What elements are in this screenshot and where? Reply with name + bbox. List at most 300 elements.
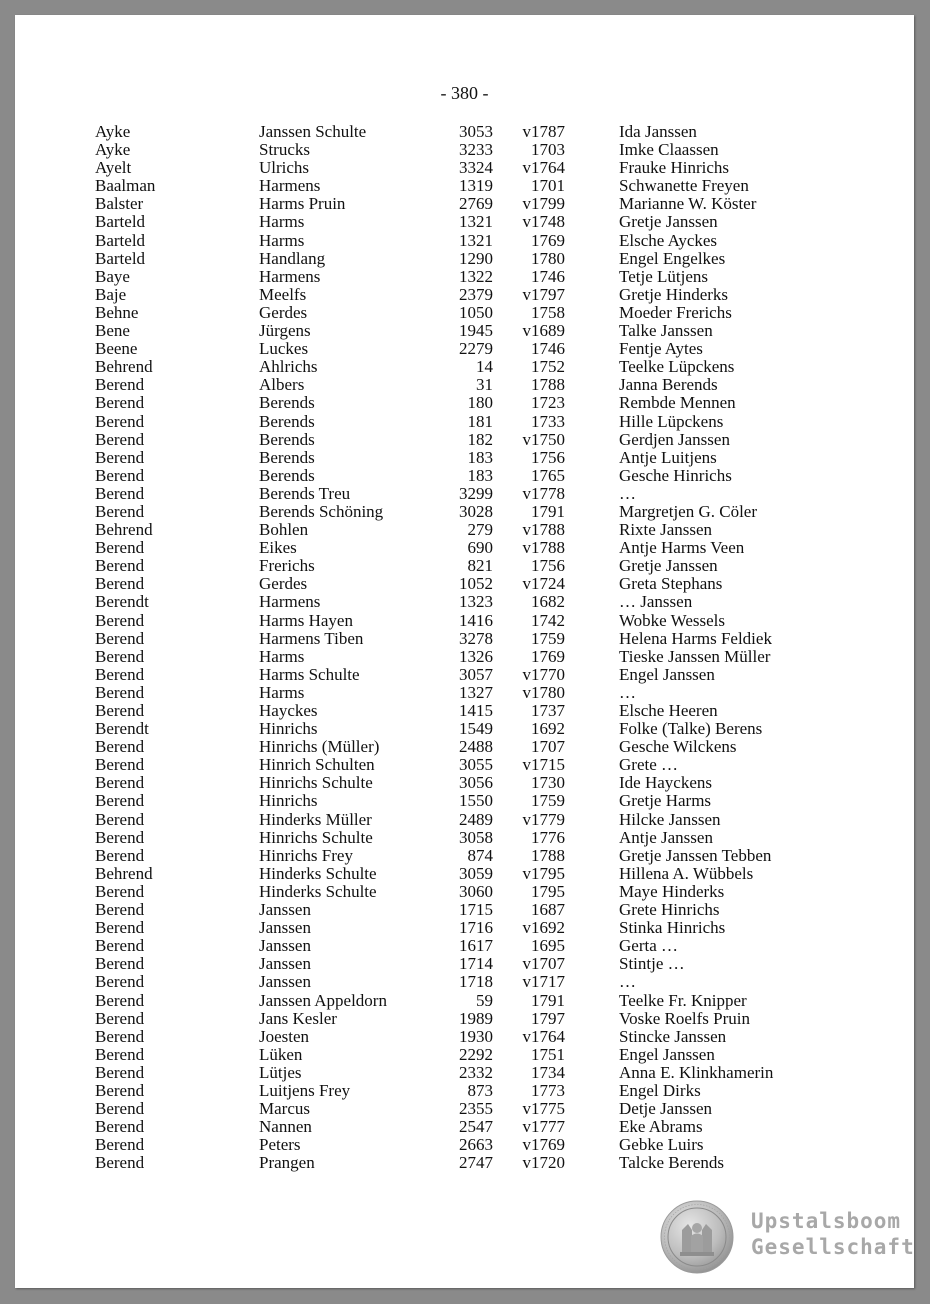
surname: Luckes xyxy=(259,339,309,359)
table-row xyxy=(15,593,914,611)
surname: Harms xyxy=(259,212,305,232)
spouse-name: Moeder Frerichs xyxy=(619,302,732,322)
year: 1769 xyxy=(531,230,565,250)
spouse-name: Marianne W. Köster xyxy=(619,194,757,214)
surname: Ahlrichs xyxy=(259,357,318,377)
entry-number: 821 xyxy=(467,556,493,576)
given-name: Berend xyxy=(95,881,145,901)
entry-number: 279 xyxy=(467,520,493,540)
spouse-name: Gretje Janssen Tebben xyxy=(619,845,772,865)
table-row xyxy=(15,250,914,268)
spouse-name: Engel Janssen xyxy=(619,664,715,684)
year: 1780 xyxy=(531,248,565,268)
year: v1779 xyxy=(522,809,565,829)
spouse-name: Gretje Hinderks xyxy=(619,284,729,304)
entry-number: 1321 xyxy=(459,212,493,232)
given-name: Berend xyxy=(95,1153,145,1173)
table-row xyxy=(15,1028,914,1046)
table-row xyxy=(15,919,914,937)
surname: Hinrichs (Müller) xyxy=(259,737,380,757)
year: 1788 xyxy=(531,375,565,395)
society-name-line1: Upstalsboom xyxy=(751,1209,902,1233)
year: 1752 xyxy=(531,357,565,377)
year: 1797 xyxy=(531,1008,565,1028)
year: v1788 xyxy=(522,538,565,558)
given-name: Behne xyxy=(95,302,139,322)
year: 1759 xyxy=(531,791,565,811)
year: 1746 xyxy=(531,339,565,359)
year: 1769 xyxy=(531,646,565,666)
surname: Joesten xyxy=(259,1026,310,1046)
year: v1707 xyxy=(522,954,565,974)
year: 1692 xyxy=(531,719,565,739)
given-name: Behrend xyxy=(95,357,153,377)
year: 1756 xyxy=(531,556,565,576)
given-name: Barteld xyxy=(95,212,146,232)
given-name: Berend xyxy=(95,773,145,793)
surname: Harmens Tiben xyxy=(259,628,364,648)
surname: Lütjes xyxy=(259,1062,302,1082)
table-row xyxy=(15,449,914,467)
year: v1795 xyxy=(522,863,565,883)
name-register-table xyxy=(15,123,914,1172)
table-row xyxy=(15,159,914,177)
table-row xyxy=(15,503,914,521)
spouse-name: Greta Stephans xyxy=(619,574,723,594)
surname: Hinderks Schulte xyxy=(259,863,377,883)
entry-number: 3056 xyxy=(459,773,493,793)
year: 1756 xyxy=(531,447,565,467)
table-row xyxy=(15,774,914,792)
year: 1776 xyxy=(531,827,565,847)
table-row xyxy=(15,829,914,847)
year: 1703 xyxy=(531,140,565,160)
given-name: Berend xyxy=(95,954,145,974)
entry-number: 1549 xyxy=(459,719,493,739)
spouse-name: Grete Hinrichs xyxy=(619,900,720,920)
table-row xyxy=(15,630,914,648)
entry-number: 182 xyxy=(467,429,493,449)
spouse-name: Fentje Aytes xyxy=(619,339,703,359)
given-name: Berend xyxy=(95,1008,145,1028)
table-row xyxy=(15,684,914,702)
spouse-name: Hilcke Janssen xyxy=(619,809,721,829)
year: v1787 xyxy=(522,122,565,141)
table-row xyxy=(15,557,914,575)
given-name: Barteld xyxy=(95,230,146,250)
spouse-name: Schwanette Freyen xyxy=(619,176,749,196)
given-name: Beene xyxy=(95,339,138,359)
given-name: Berend xyxy=(95,664,145,684)
year: 1730 xyxy=(531,773,565,793)
entry-number: 183 xyxy=(467,447,493,467)
entry-number: 1319 xyxy=(459,176,493,196)
given-name: Ayke xyxy=(95,122,131,141)
surname: Jans Kesler xyxy=(259,1008,337,1028)
table-row xyxy=(15,195,914,213)
given-name: Berend xyxy=(95,375,145,395)
year: 1758 xyxy=(531,302,565,322)
entry-number: 31 xyxy=(476,375,493,395)
surname: Gerdes xyxy=(259,574,308,594)
entry-number: 3299 xyxy=(459,483,493,503)
entry-number: 1714 xyxy=(459,954,493,974)
entry-number: 2332 xyxy=(459,1062,493,1082)
spouse-name: Janna Berends xyxy=(619,375,718,395)
surname: Meelfs xyxy=(259,284,307,304)
spouse-name: Tieske Janssen Müller xyxy=(619,646,771,666)
given-name: Berend xyxy=(95,1026,145,1046)
page-number: - 380 - xyxy=(440,83,489,103)
table-row xyxy=(15,1082,914,1100)
given-name: Berend xyxy=(95,501,145,521)
entry-number: 2547 xyxy=(459,1117,493,1137)
spouse-name: … Janssen xyxy=(619,592,693,612)
table-row xyxy=(15,394,914,412)
year: 1707 xyxy=(531,737,565,757)
surname: Harmens xyxy=(259,266,321,286)
spouse-name: Imke Claassen xyxy=(619,140,719,160)
entry-number: 3053 xyxy=(459,122,493,141)
spouse-name: Gretje Harms xyxy=(619,791,712,811)
table-row xyxy=(15,883,914,901)
year: v1769 xyxy=(522,1135,565,1155)
spouse-name: Frauke Hinrichs xyxy=(619,158,730,178)
year: 1751 xyxy=(531,1044,565,1064)
spouse-name: … xyxy=(619,682,636,702)
entry-number: 1716 xyxy=(459,918,493,938)
table-row xyxy=(15,1046,914,1064)
entry-number: 2769 xyxy=(459,194,493,214)
year: v1799 xyxy=(522,194,565,214)
surname: Janssen xyxy=(259,900,311,920)
surname: Marcus xyxy=(259,1099,310,1119)
year: 1723 xyxy=(531,393,565,413)
spouse-name: Ide Hayckens xyxy=(619,773,712,793)
year: v1715 xyxy=(522,755,565,775)
entry-number: 873 xyxy=(467,1080,493,1100)
table-row xyxy=(15,1154,914,1172)
year: v1764 xyxy=(522,158,565,178)
table-row xyxy=(15,792,914,810)
given-name: Berend xyxy=(95,483,145,503)
year: v1770 xyxy=(522,664,565,684)
surname: Janssen xyxy=(259,954,311,974)
table-row xyxy=(15,413,914,431)
table-row xyxy=(15,1136,914,1154)
surname: Prangen xyxy=(259,1153,315,1173)
entry-number: 690 xyxy=(467,538,493,558)
surname: Luitjens Frey xyxy=(259,1080,351,1100)
year: v1692 xyxy=(522,918,565,938)
table-row xyxy=(15,612,914,630)
surname: Hinderks Müller xyxy=(259,809,372,829)
surname: Hinrichs xyxy=(259,719,318,739)
table-row xyxy=(15,1100,914,1118)
surname: Hinderks Schulte xyxy=(259,881,377,901)
given-name: Berend xyxy=(95,610,145,630)
spouse-name: Engel Janssen xyxy=(619,1044,715,1064)
given-name: Berend xyxy=(95,755,145,775)
given-name: Berend xyxy=(95,791,145,811)
year: 1759 xyxy=(531,628,565,648)
entry-number: 3324 xyxy=(459,158,493,178)
entry-number: 2663 xyxy=(459,1135,493,1155)
entry-number: 1945 xyxy=(459,321,493,341)
surname: Hinrich Schulten xyxy=(259,755,375,775)
entry-number: 3233 xyxy=(459,140,493,160)
entry-number: 3028 xyxy=(459,501,493,521)
spouse-name: Antje Janssen xyxy=(619,827,713,847)
year: 1733 xyxy=(531,411,565,431)
given-name: Berend xyxy=(95,1117,145,1137)
spouse-name: Gesche Wilckens xyxy=(619,737,737,757)
entry-number: 1327 xyxy=(459,682,493,702)
spouse-name: Gerdjen Janssen xyxy=(619,429,730,449)
surname: Berends xyxy=(259,411,315,431)
entry-number: 2379 xyxy=(459,284,493,304)
surname: Janssen Schulte xyxy=(259,122,367,141)
surname: Janssen xyxy=(259,972,311,992)
surname: Berends xyxy=(259,465,315,485)
entry-number: 1322 xyxy=(459,266,493,286)
year: v1750 xyxy=(522,429,565,449)
entry-number: 3278 xyxy=(459,628,493,648)
table-row xyxy=(15,648,914,666)
given-name: Berend xyxy=(95,411,145,431)
given-name: Ayke xyxy=(95,140,131,160)
given-name: Berend xyxy=(95,827,145,847)
given-name: Behrend xyxy=(95,520,153,540)
given-name: Berend xyxy=(95,701,145,720)
given-name: Berend xyxy=(95,809,145,829)
given-name: Berend xyxy=(95,1062,145,1082)
given-name: Berend xyxy=(95,1080,145,1100)
given-name: Berend xyxy=(95,682,145,702)
given-name: Berend xyxy=(95,465,145,485)
document-page xyxy=(15,15,914,1288)
year: 1791 xyxy=(531,990,565,1010)
surname: Harms xyxy=(259,682,305,702)
year: v1717 xyxy=(522,972,565,992)
table-row xyxy=(15,123,914,141)
year: 1687 xyxy=(531,900,565,920)
spouse-name: Voske Roelfs Pruin xyxy=(619,1008,750,1028)
table-row xyxy=(15,485,914,503)
society-logo xyxy=(660,1200,915,1276)
entry-number: 1550 xyxy=(459,791,493,811)
given-name: Berend xyxy=(95,556,145,576)
given-name: Berend xyxy=(95,447,145,467)
spouse-name: Margretjen G. Cöler xyxy=(619,501,758,521)
year: 1746 xyxy=(531,266,565,286)
given-name: Baye xyxy=(95,266,130,286)
year: 1701 xyxy=(531,176,565,196)
surname: Harms Schulte xyxy=(259,664,360,684)
given-name: Berendt xyxy=(95,719,149,739)
given-name: Berend xyxy=(95,737,145,757)
entry-number: 1416 xyxy=(459,610,493,630)
given-name: Berend xyxy=(95,628,145,648)
year: v1778 xyxy=(522,483,565,503)
entry-number: 1617 xyxy=(459,936,493,956)
entry-number: 183 xyxy=(467,465,493,485)
given-name: Balster xyxy=(95,194,144,214)
entry-number: 180 xyxy=(467,393,493,413)
spouse-name: Hille Lüpckens xyxy=(619,411,724,431)
surname: Berends xyxy=(259,393,315,413)
spouse-name: Grete … xyxy=(619,755,679,775)
year: v1780 xyxy=(522,682,565,702)
surname: Hinrichs Schulte xyxy=(259,827,373,847)
year: v1764 xyxy=(522,1026,565,1046)
table-row xyxy=(15,213,914,231)
society-name-line2: Gesellschaft xyxy=(751,1235,915,1259)
table-row xyxy=(15,539,914,557)
society-name xyxy=(751,1208,915,1260)
spouse-name: Antje Luitjens xyxy=(619,447,717,467)
surname: Eikes xyxy=(259,538,297,558)
table-row xyxy=(15,575,914,593)
given-name: Berend xyxy=(95,900,145,920)
entry-number: 14 xyxy=(476,357,493,377)
entry-number: 1718 xyxy=(459,972,493,992)
spouse-name: Gesche Hinrichs xyxy=(619,465,732,485)
given-name: Berend xyxy=(95,845,145,865)
table-row xyxy=(15,376,914,394)
surname: Frerichs xyxy=(259,556,315,576)
surname: Peters xyxy=(259,1135,301,1155)
surname: Berends xyxy=(259,447,315,467)
entry-number: 2488 xyxy=(459,737,493,757)
table-row xyxy=(15,1118,914,1136)
entry-number: 2279 xyxy=(459,339,493,359)
surname: Handlang xyxy=(259,248,326,268)
surname: Hinrichs Schulte xyxy=(259,773,373,793)
surname: Ulrichs xyxy=(259,158,310,178)
entry-number: 874 xyxy=(467,845,493,865)
table-row xyxy=(15,720,914,738)
table-row xyxy=(15,141,914,159)
spouse-name: Teelke Lüpckens xyxy=(619,357,735,377)
table-row xyxy=(15,955,914,973)
surname: Harms Pruin xyxy=(259,194,346,214)
year: 1788 xyxy=(531,845,565,865)
table-row xyxy=(15,177,914,195)
spouse-name: Gretje Janssen xyxy=(619,212,718,232)
surname: Janssen xyxy=(259,936,311,956)
entry-number: 181 xyxy=(467,411,493,431)
given-name: Berend xyxy=(95,990,145,1010)
year: v1748 xyxy=(522,212,565,232)
entry-number: 3058 xyxy=(459,827,493,847)
given-name: Berend xyxy=(95,1044,145,1064)
spouse-name: Elsche Ayckes xyxy=(619,230,718,250)
given-name: Berend xyxy=(95,393,145,413)
table-row xyxy=(15,304,914,322)
spouse-name: Gerta … xyxy=(619,936,679,956)
spouse-name: Engel Dirks xyxy=(619,1080,701,1100)
given-name: Berend xyxy=(95,646,145,666)
table-row xyxy=(15,901,914,919)
table-row xyxy=(15,811,914,829)
year: v1689 xyxy=(522,321,565,341)
table-row xyxy=(15,1064,914,1082)
surname: Albers xyxy=(259,375,305,395)
year: v1777 xyxy=(522,1117,565,1137)
given-name: Behrend xyxy=(95,863,153,883)
spouse-name: Stintje … xyxy=(619,954,685,974)
surname: Harms Hayen xyxy=(259,610,353,630)
entry-number: 1052 xyxy=(459,574,493,594)
spouse-name: Antje Harms Veen xyxy=(619,538,745,558)
given-name: Berendt xyxy=(95,592,149,612)
entry-number: 1050 xyxy=(459,302,493,322)
entry-number: 1930 xyxy=(459,1026,493,1046)
surname: Harmens xyxy=(259,592,321,612)
spouse-name: … xyxy=(619,972,636,992)
surname: Nannen xyxy=(259,1117,312,1137)
entry-number: 3060 xyxy=(459,881,493,901)
spouse-name: Helena Harms Feldiek xyxy=(619,628,772,648)
table-row xyxy=(15,666,914,684)
surname: Hinrichs xyxy=(259,791,318,811)
given-name: Berend xyxy=(95,918,145,938)
given-name: Bene xyxy=(95,321,130,341)
spouse-name: Rembde Mennen xyxy=(619,393,736,413)
year: 1695 xyxy=(531,936,565,956)
table-row xyxy=(15,322,914,340)
year: 1734 xyxy=(531,1062,565,1082)
table-row xyxy=(15,340,914,358)
surname: Lüken xyxy=(259,1044,303,1064)
upstalsboom-seal-icon xyxy=(660,1200,734,1274)
table-row xyxy=(15,467,914,485)
given-name: Berend xyxy=(95,574,145,594)
given-name: Baalman xyxy=(95,176,156,196)
spouse-name: … xyxy=(619,483,636,503)
year: 1791 xyxy=(531,501,565,521)
entry-number: 1290 xyxy=(459,248,493,268)
table-row xyxy=(15,973,914,991)
year: v1775 xyxy=(522,1099,565,1119)
given-name: Berend xyxy=(95,972,145,992)
entry-number: 1989 xyxy=(459,1008,493,1028)
table-row xyxy=(15,702,914,720)
surname: Berends Treu xyxy=(259,483,351,503)
table-row xyxy=(15,992,914,1010)
surname: Hinrichs Frey xyxy=(259,845,353,865)
entry-number: 2355 xyxy=(459,1099,493,1119)
spouse-name: Gretje Janssen xyxy=(619,556,718,576)
surname: Bohlen xyxy=(259,520,309,540)
entry-number: 1321 xyxy=(459,230,493,250)
table-row xyxy=(15,847,914,865)
spouse-name: Teelke Fr. Knipper xyxy=(619,990,747,1010)
entry-number: 3055 xyxy=(459,755,493,775)
given-name: Berend xyxy=(95,429,145,449)
entry-number: 2747 xyxy=(459,1153,493,1173)
table-row xyxy=(15,358,914,376)
entry-number: 1715 xyxy=(459,900,493,920)
spouse-name: Talcke Berends xyxy=(619,1153,725,1173)
surname: Harms xyxy=(259,230,305,250)
entry-number: 3057 xyxy=(459,664,493,684)
table-row xyxy=(15,1010,914,1028)
spouse-name: Stincke Janssen xyxy=(619,1026,727,1046)
spouse-name: Elsche Heeren xyxy=(619,701,718,720)
spouse-name: Anna E. Klinkhamerin xyxy=(619,1062,774,1082)
